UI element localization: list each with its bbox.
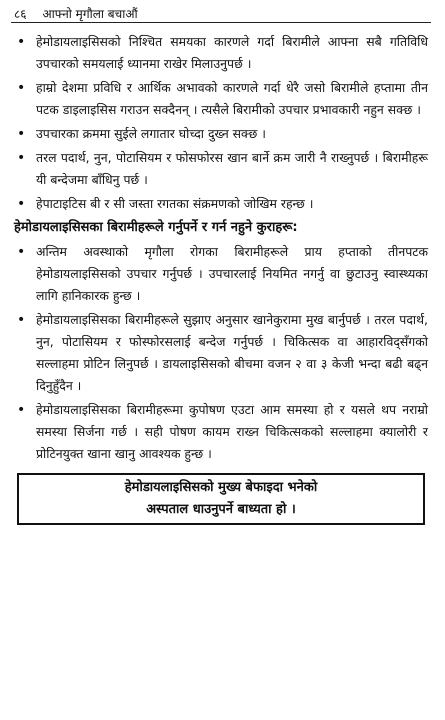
list-item-text: हेमोडायलाइसिसका बिरामीहरूले सुझाए अनुसार खानेकुरामा मुख बार्नुपर्छ । तरल पदार्थ, नुन, पोटासियम र फोस्फोरसलाई बन्देज गर्नुपर्छ । चिकित्सक वा आहारविद्सँगको सल्लाहमा प्रोटिन लिनुपर्छ । डायलाइसिसको बीचमा वजन २ वा ३ केजी भन्दा बढी बढ्न दिनुहुँदैन । (36, 312, 428, 393)
list-item-text: हेमोडायलाइसिसको निश्चित समयका कारणले गर्दा बिरामीले आफ्ना सबै गतिविधि उपचारको समयलाई ध्यानमा राखेर मिलाउनुपर्छ । (36, 34, 428, 71)
list-item (14, 399, 428, 465)
list-item-text: तरल पदार्थ, नुन, पोटासियम र फोसफोरस खान बार्ने क्रम जारी नै राख्नुपर्छ । बिरामीहरू यी बन्देजमा बाँधिनु पर्छ । (36, 150, 428, 187)
list-item (14, 77, 428, 121)
list-item-text: अन्तिम अवस्थाको मृगौला रोगका बिरामीहरूले प्राय हप्ताको तीनपटक हेमोडायलाइसिसको उपचार गर्नुपर्छ । उपचारलाई नियमित नगर्नु वा छुटाउनु स्वास्थ्यका लागि हानिकारक हुन्छ । (36, 244, 428, 303)
highlight-line-2: अस्पताल धाउनुपर्ने बाध्यता हो । (146, 502, 296, 517)
list-item-text: उपचारका क्रममा सुईले लगातार घोच्दा दुख्न सक्छ । (36, 126, 266, 141)
bullet-icon: • (17, 80, 26, 96)
bullet-icon: • (17, 312, 26, 328)
list-item (14, 309, 428, 397)
list-item (14, 31, 428, 75)
list-item (14, 193, 428, 215)
list-item (14, 123, 428, 145)
section-heading: हेमोडायलाइसिसका बिरामीहरूले गर्नुपर्ने र गर्न नहुने कुराहरू: (14, 220, 298, 235)
page-number: ८६ (14, 7, 27, 21)
running-title: आफ्नो मृगौला बचाऔं (42, 7, 138, 21)
list-item-text: हेपाटाइटिस बी र सी जस्ता रगतका संक्रमणको जोखिम रहन्छ । (36, 196, 314, 211)
list-item (14, 241, 428, 307)
header-rule (11, 22, 431, 23)
bullet-icon: • (17, 402, 26, 418)
dos-and-donts-list (14, 241, 428, 465)
disadvantages-list (14, 31, 428, 215)
bullet-icon: • (17, 150, 26, 166)
list-item-text: हेमोडायलाइसिसका बिरामीहरूमा कुपोषण एउटा आम समस्या हो र यसले थप नराम्रो समस्या सिर्जना गर्छ । सही पोषण कायम राख्न चिकित्सकको सल्लाहमा क्यालोरी र प्रोटिनयुक्त खाना खानु आवश्यक हुन्छ । (36, 402, 428, 461)
list-item (14, 147, 428, 191)
highlight-line-1: हेमोडायलाइसिसको मुख्य बेफाइदा भनेको (124, 480, 318, 495)
list-item-text: हाम्रो देशमा प्रविधि र आर्थिक अभावको कारणले गर्दा धेरै जसो बिरामीले हप्तामा तीन पटक डाइलाइसिस गराउन सक्दैनन् । त्यसैले बिरामीको उपचार प्रभावकारी नहुन सक्छ । (36, 80, 428, 117)
highlight-box (17, 473, 425, 525)
bullet-icon: • (17, 126, 26, 142)
bullet-icon: • (17, 244, 26, 260)
bullet-icon: • (17, 196, 26, 212)
bullet-icon: • (17, 34, 26, 50)
page-header (14, 0, 428, 22)
